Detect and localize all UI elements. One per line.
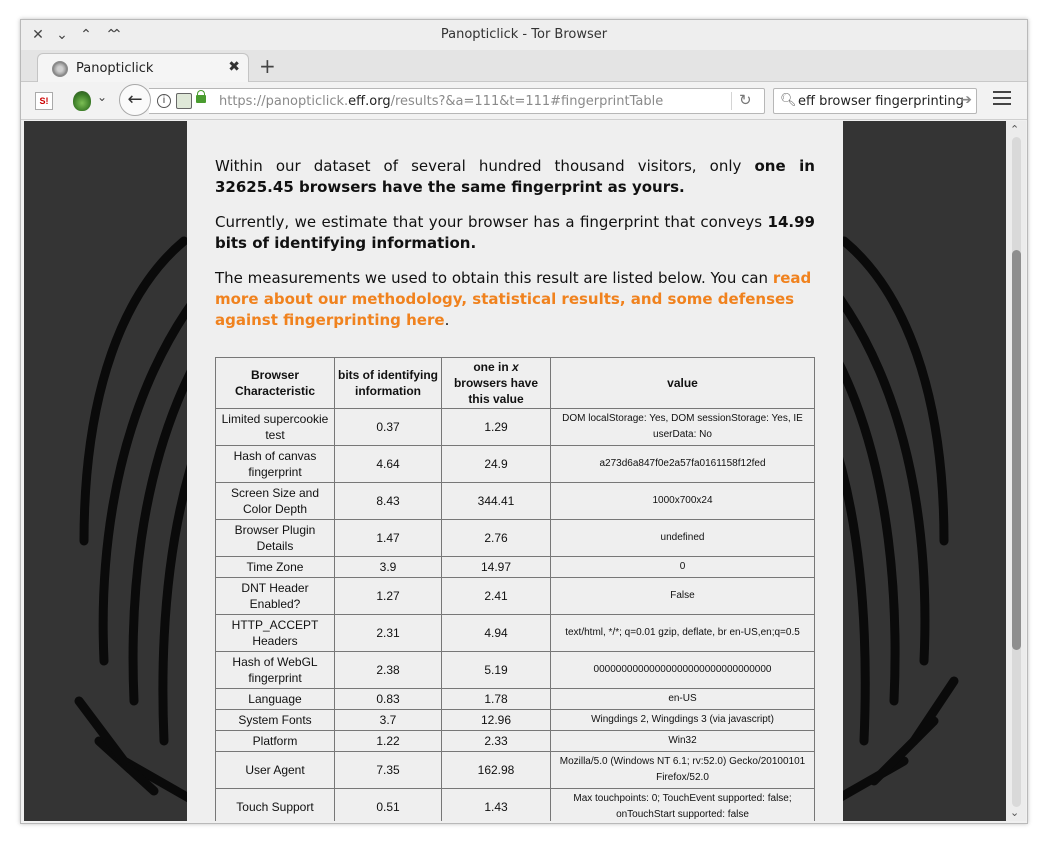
close-tab-icon[interactable]: ✖ bbox=[228, 59, 240, 75]
row-bits: 0.83 bbox=[335, 689, 442, 710]
header-one-in-pre: one in bbox=[473, 360, 512, 374]
row-bits: 3.7 bbox=[335, 710, 442, 731]
scrollbar-thumb[interactable] bbox=[1012, 250, 1021, 650]
row-bits: 1.22 bbox=[335, 731, 442, 752]
row-bits: 8.43 bbox=[335, 483, 442, 520]
table-row bbox=[216, 752, 815, 789]
row-value: False bbox=[551, 578, 815, 615]
row-bits: 2.38 bbox=[335, 652, 442, 689]
row-value: DOM localStorage: Yes, DOM sessionStorage: Yes, IE userData: No bbox=[551, 409, 815, 446]
back-button[interactable]: ← bbox=[119, 84, 151, 116]
url-divider bbox=[731, 92, 732, 110]
table-row bbox=[216, 578, 815, 615]
row-one-in: 2.41 bbox=[442, 578, 551, 615]
row-characteristic: DNT Header Enabled? bbox=[216, 578, 335, 615]
maximize-window-button[interactable]: ⌃ bbox=[80, 27, 92, 43]
row-value: a273d6a847f0e2a57fa0161158f12fed bbox=[551, 446, 815, 483]
table-row bbox=[216, 689, 815, 710]
table-row bbox=[216, 789, 815, 822]
header-one-in-x: x bbox=[511, 360, 519, 374]
chevron-down-icon[interactable]: ⌄ bbox=[97, 90, 108, 104]
row-characteristic: Screen Size and Color Depth bbox=[216, 483, 335, 520]
navigation-toolbar bbox=[21, 82, 1027, 120]
url-domain: eff.org bbox=[348, 94, 391, 109]
row-bits: 0.37 bbox=[335, 409, 442, 446]
row-bits: 1.27 bbox=[335, 578, 442, 615]
url-suffix: /results?&a=111&t=111#fingerprintTable bbox=[390, 94, 664, 109]
row-characteristic: Time Zone bbox=[216, 557, 335, 578]
row-value: text/html, */*; q=0.01 gzip, deflate, br en-US,en;q=0.5 bbox=[551, 615, 815, 652]
row-one-in: 162.98 bbox=[442, 752, 551, 789]
row-one-in: 1.29 bbox=[442, 409, 551, 446]
table-row bbox=[216, 710, 815, 731]
row-value: Win32 bbox=[551, 731, 815, 752]
table-row bbox=[216, 615, 815, 652]
hamburger-menu-button[interactable] bbox=[993, 91, 1011, 107]
header-one-in-post: browsers have this value bbox=[453, 376, 539, 406]
row-value: 1000x700x24 bbox=[551, 483, 815, 520]
row-one-in: 24.9 bbox=[442, 446, 551, 483]
url-text[interactable] bbox=[219, 94, 663, 109]
row-characteristic: Hash of canvas fingerprint bbox=[216, 446, 335, 483]
row-characteristic: User Agent bbox=[216, 752, 335, 789]
bits-text: Currently, we estimate that your browser has a fingerprint that conveys bbox=[215, 213, 768, 231]
row-value: 0 bbox=[551, 557, 815, 578]
scroll-down-icon[interactable]: ⌄ bbox=[1010, 806, 1020, 819]
table-row bbox=[216, 731, 815, 752]
row-bits: 0.51 bbox=[335, 789, 442, 822]
row-characteristic: Browser Plugin Details bbox=[216, 520, 335, 557]
header-one-in bbox=[442, 358, 551, 409]
browser-window bbox=[20, 19, 1028, 824]
row-one-in: 1.78 bbox=[442, 689, 551, 710]
table-row bbox=[216, 520, 815, 557]
uniqueness-highlight: one in 32625.45 browsers have the same fingerprint as yours. bbox=[215, 157, 815, 196]
row-characteristic: Language bbox=[216, 689, 335, 710]
row-bits: 1.47 bbox=[335, 520, 442, 557]
site-favicon-icon bbox=[52, 61, 68, 77]
row-value: Mozilla/5.0 (Windows NT 6.1; rv:52.0) Gecko/20100101 Firefox/52.0 bbox=[551, 752, 815, 789]
url-prefix: https://panopticlick. bbox=[219, 94, 349, 109]
title-bar bbox=[21, 20, 1027, 50]
row-one-in: 4.94 bbox=[442, 615, 551, 652]
header-characteristic: Browser Characteristic bbox=[216, 358, 335, 409]
row-characteristic: HTTP_ACCEPT Headers bbox=[216, 615, 335, 652]
site-identity-icon[interactable] bbox=[176, 93, 192, 109]
search-icon: 🔍︎ bbox=[780, 93, 797, 108]
row-characteristic: Hash of WebGL fingerprint bbox=[216, 652, 335, 689]
results-summary bbox=[215, 156, 815, 345]
row-characteristic: Platform bbox=[216, 731, 335, 752]
row-characteristic: System Fonts bbox=[216, 710, 335, 731]
row-value: Max touchpoints: 0; TouchEvent supported: false; onTouchStart supported: false bbox=[551, 789, 815, 822]
table-row bbox=[216, 409, 815, 446]
tor-onion-icon[interactable] bbox=[73, 91, 91, 111]
methodology-period: . bbox=[444, 311, 450, 329]
tab-strip bbox=[21, 50, 1027, 82]
search-bar[interactable] bbox=[773, 88, 977, 114]
minimize-window-button[interactable]: ⌄ bbox=[56, 27, 68, 43]
info-icon[interactable]: i bbox=[157, 94, 171, 108]
noscript-icon[interactable]: S! bbox=[35, 92, 53, 110]
methodology-paragraph bbox=[215, 268, 815, 331]
lock-icon[interactable] bbox=[196, 95, 206, 103]
search-go-icon[interactable]: ➔ bbox=[960, 92, 972, 108]
row-characteristic: Limited supercookie test bbox=[216, 409, 335, 446]
new-tab-button[interactable]: + bbox=[259, 54, 276, 78]
row-one-in: 344.41 bbox=[442, 483, 551, 520]
row-value: Wingdings 2, Wingdings 3 (via javascript) bbox=[551, 710, 815, 731]
reload-icon[interactable]: ↻ bbox=[739, 91, 752, 109]
table-header-row bbox=[216, 358, 815, 409]
methodology-link[interactable]: read more about our methodology, statistical results, and some defenses against fingerprinting here bbox=[215, 269, 812, 329]
uniqueness-paragraph bbox=[215, 156, 815, 198]
close-window-button[interactable]: ✕ bbox=[32, 27, 44, 43]
row-bits: 7.35 bbox=[335, 752, 442, 789]
results-panel bbox=[187, 121, 843, 821]
table-row bbox=[216, 557, 815, 578]
scroll-up-icon[interactable]: ⌃ bbox=[1010, 123, 1020, 136]
methodology-text: The measurements we used to obtain this result are listed below. You can bbox=[215, 269, 773, 287]
header-value: value bbox=[551, 358, 815, 409]
row-value: undefined bbox=[551, 520, 815, 557]
row-bits: 3.9 bbox=[335, 557, 442, 578]
bits-paragraph bbox=[215, 212, 815, 254]
bits-highlight: 14.99 bits of identifying information. bbox=[215, 213, 815, 252]
row-one-in: 2.76 bbox=[442, 520, 551, 557]
row-one-in: 5.19 bbox=[442, 652, 551, 689]
restore-window-button[interactable]: ⌃⌃ bbox=[105, 27, 117, 43]
search-input[interactable]: eff browser fingerprinting bbox=[798, 94, 964, 109]
row-bits: 2.31 bbox=[335, 615, 442, 652]
row-one-in: 1.43 bbox=[442, 789, 551, 822]
row-characteristic: Touch Support bbox=[216, 789, 335, 822]
table-row bbox=[216, 652, 815, 689]
row-one-in: 14.97 bbox=[442, 557, 551, 578]
url-bar[interactable] bbox=[149, 88, 765, 114]
page-content bbox=[24, 121, 1006, 821]
tab-panopticlick[interactable] bbox=[37, 53, 249, 83]
header-bits: bits of identifying information bbox=[335, 358, 442, 409]
row-one-in: 2.33 bbox=[442, 731, 551, 752]
table-row bbox=[216, 446, 815, 483]
row-bits: 4.64 bbox=[335, 446, 442, 483]
uniqueness-text: Within our dataset of several hundred thousand visitors, only bbox=[215, 157, 755, 175]
tab-title: Panopticlick bbox=[76, 61, 154, 76]
fingerprint-table bbox=[215, 357, 815, 821]
row-value: 00000000000000000000000000000000 bbox=[551, 652, 815, 689]
window-title: Panopticlick - Tor Browser bbox=[440, 27, 608, 42]
table-body bbox=[216, 409, 815, 822]
row-value: en-US bbox=[551, 689, 815, 710]
scrollbar-track[interactable] bbox=[1012, 137, 1021, 807]
row-one-in: 12.96 bbox=[442, 710, 551, 731]
table-row bbox=[216, 483, 815, 520]
vertical-scrollbar[interactable] bbox=[1006, 121, 1026, 821]
